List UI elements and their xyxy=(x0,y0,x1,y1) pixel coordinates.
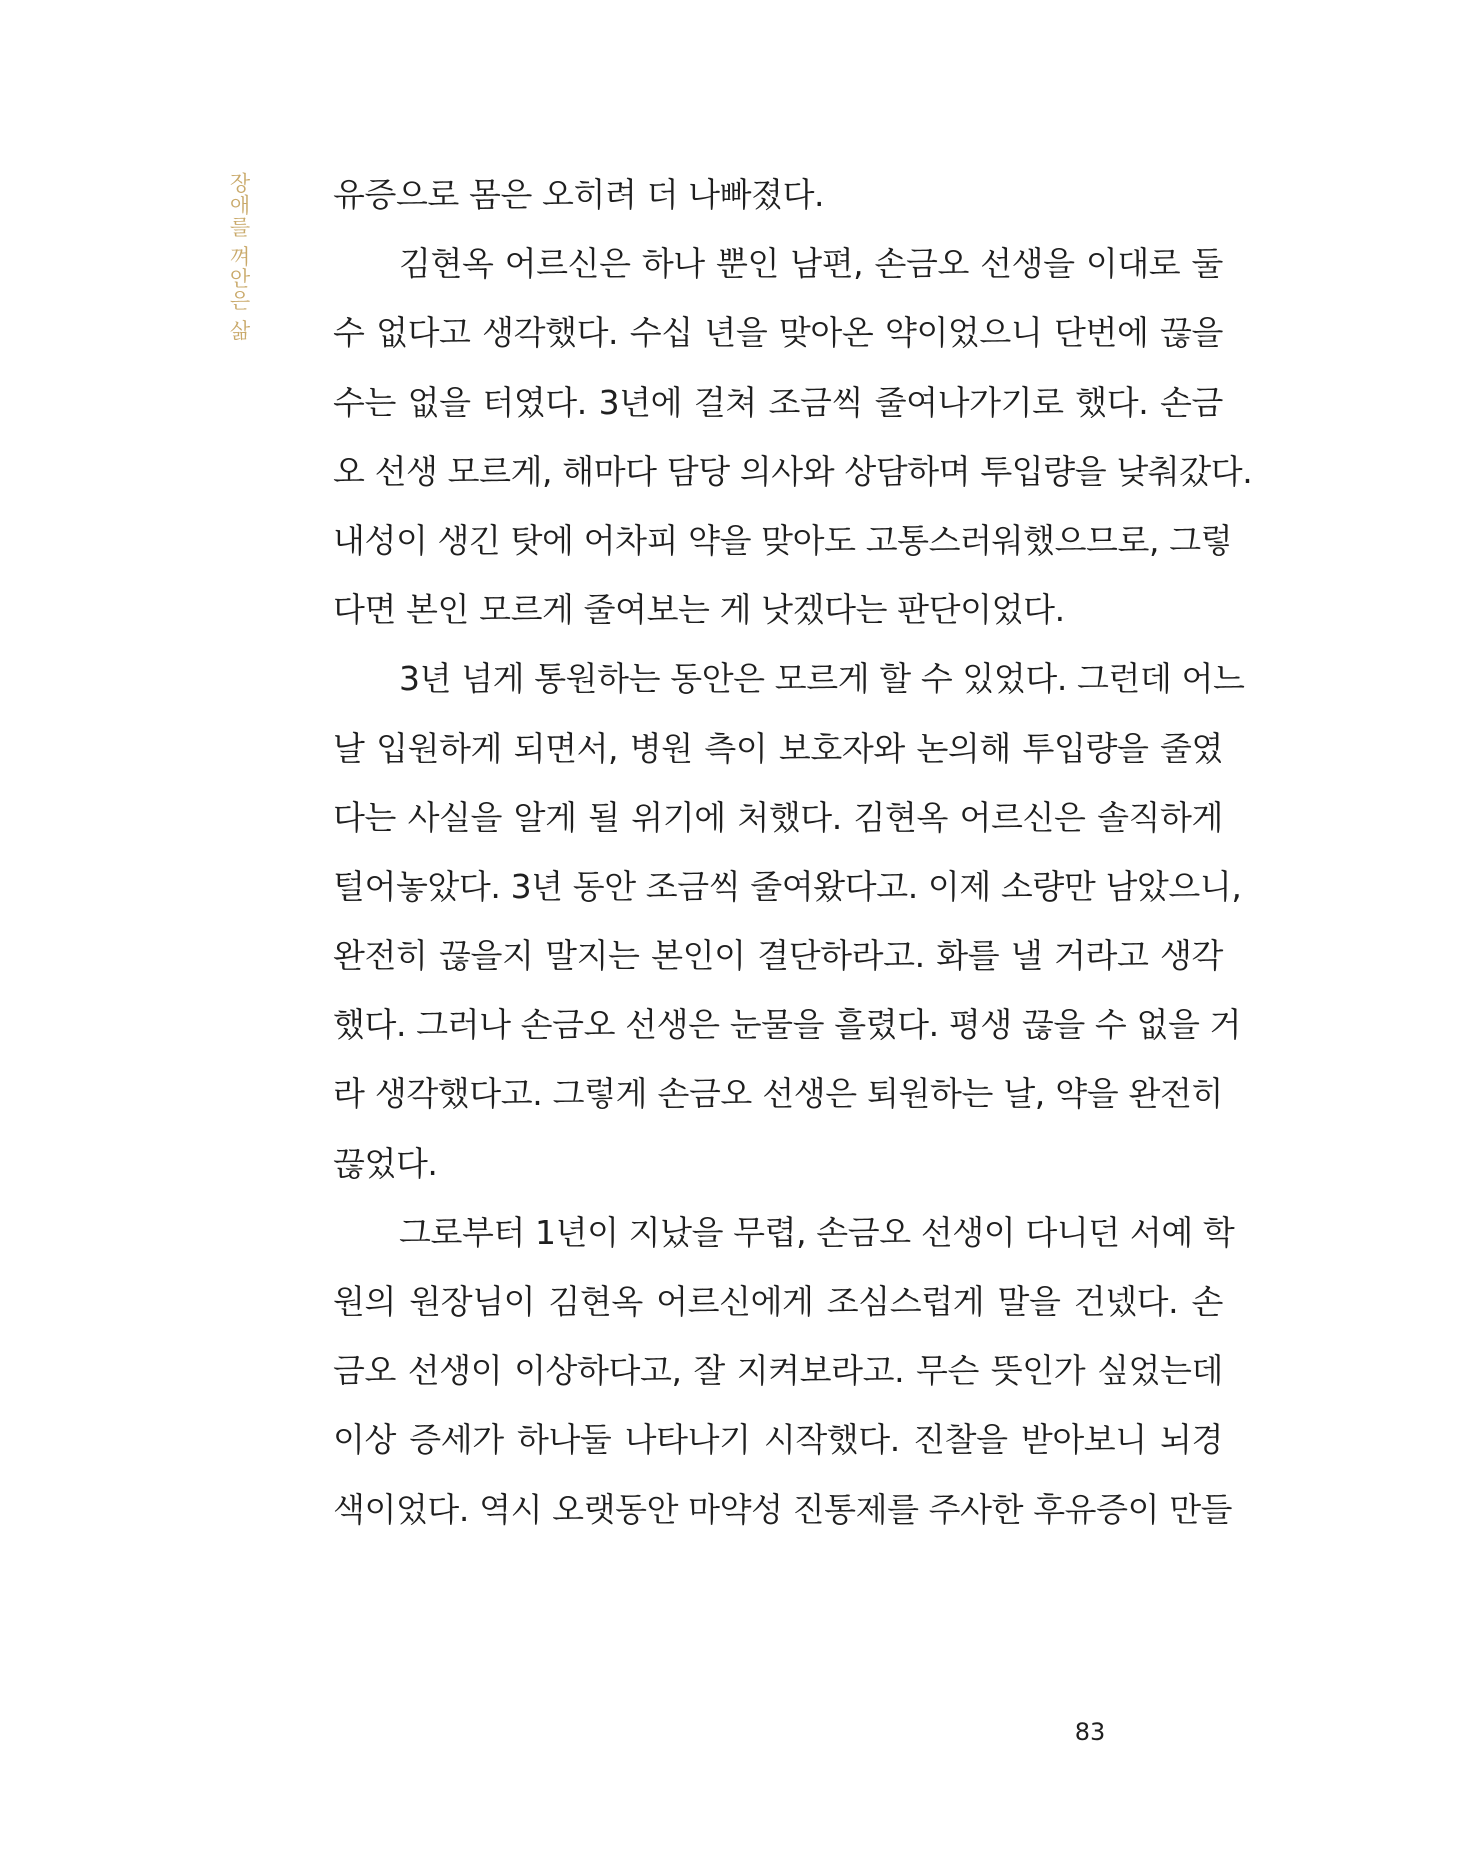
text-line: 오 선생 모르게, 해마다 담당 의사와 상담하며 투입량을 낮춰갔다. xyxy=(333,451,1253,491)
text-line: 다는 사실을 알게 될 위기에 처했다. 김현옥 어르신은 솔직하게 xyxy=(333,797,1223,837)
body-text xyxy=(333,160,1253,1544)
running-title: 장애를 껴안은 삶 xyxy=(227,172,251,342)
text-line: 3년 넘게 통원하는 동안은 모르게 할 수 있었다. 그런데 어느 xyxy=(399,659,1245,699)
text-line: 털어놓았다. 3년 동안 조금씩 줄여왔다고. 이제 소량만 남았으니, xyxy=(333,866,1242,906)
text-line: 라 생각했다고. 그렇게 손금오 선생은 퇴원하는 날, 약을 완전히 xyxy=(333,1074,1223,1114)
text-line: 색이었다. 역시 오랫동안 마약성 진통제를 주사한 후유증이 만들 xyxy=(333,1489,1233,1529)
text-line: 김현옥 어르신은 하나 뿐인 남편, 손금오 선생을 이대로 둘 xyxy=(399,244,1223,284)
text-line: 수 없다고 생각했다. 수십 년을 맞아온 약이었으니 단번에 끊을 xyxy=(333,313,1223,353)
text-line: 했다. 그러나 손금오 선생은 눈물을 흘렸다. 평생 끊을 수 없을 거 xyxy=(333,1005,1242,1045)
text-line: 끊었다. xyxy=(333,1143,438,1183)
text-line: 유증으로 몸은 오히려 더 나빠졌다. xyxy=(333,175,825,214)
text-line: 다면 본인 모르게 줄여보는 게 낫겠다는 판단이었다. xyxy=(333,590,1065,630)
text-line: 원의 원장님이 김현옥 어르신에게 조심스럽게 말을 건넸다. 손 xyxy=(333,1282,1223,1321)
text-line: 완전히 끊을지 말지는 본인이 결단하라고. 화를 낼 거라고 생각 xyxy=(333,936,1223,976)
page-number: 83 xyxy=(1074,1718,1106,1746)
text-line: 금오 선생이 이상하다고, 잘 지켜보라고. 무슨 뜻인가 싶었는데 xyxy=(333,1351,1223,1391)
text-line: 이상 증세가 하나둘 나타나기 시작했다. 진찰을 받아보니 뇌경 xyxy=(333,1420,1223,1460)
text-line: 그로부터 1년이 지났을 무렵, 손금오 선생이 다니던 서예 학 xyxy=(399,1212,1235,1252)
text-line: 날 입원하게 되면서, 병원 측이 보호자와 논의해 투입량을 줄였 xyxy=(333,728,1223,768)
text-line: 수는 없을 터였다. 3년에 걸쳐 조금씩 줄여나가기로 했다. 손금 xyxy=(333,382,1223,422)
text-line: 내성이 생긴 탓에 어차피 약을 맞아도 고통스러워했으므로, 그렇 xyxy=(333,520,1233,560)
